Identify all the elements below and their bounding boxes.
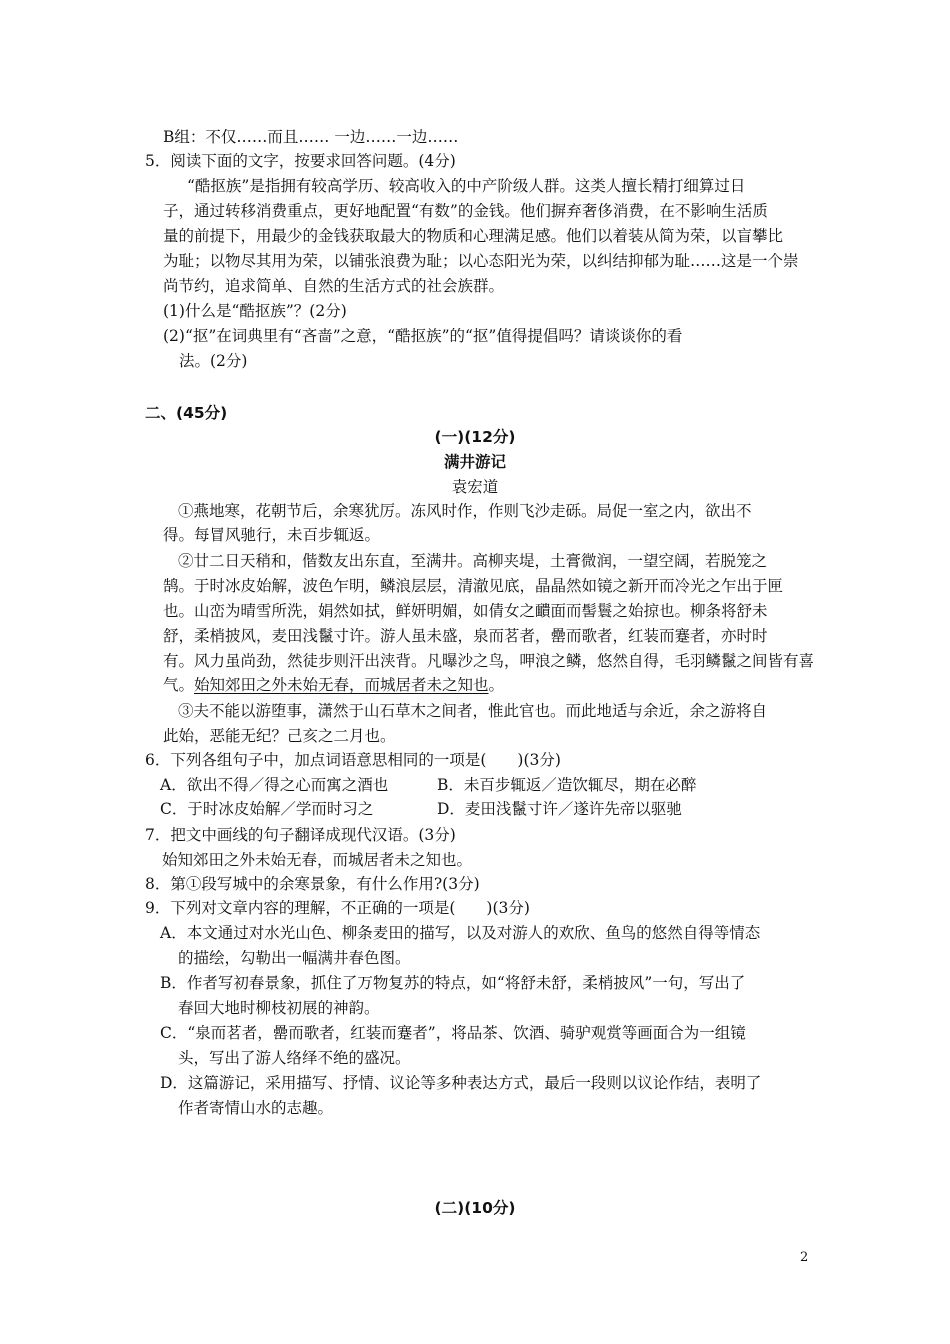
paragraph-line: 鹄。于时冰皮始解，波色乍明，鳞浪层层，清澈见底，晶晶然如镜之新开而冷光之乍出于匣 (163, 577, 784, 595)
q9-option-d: D．这篇游记，采用描写、抒情、议论等多种表达方式，最后一段则以议论作结，表明了 (160, 1074, 762, 1092)
paragraph-line: 此始，恶能无纪？己亥之二月也。 (163, 727, 396, 745)
q5-passage-line: “酷抠族”是指拥有较高学历、较高收入的中产阶级人群。这类人擅长精打细算过日 (187, 177, 746, 195)
q9-option-b: B．作者写初春景象，抓住了万物复苏的特点，如“将舒未舒，柔梢披风”一句，写出了 (160, 974, 746, 992)
part2-heading: (二)(10分) (434, 1199, 516, 1217)
q9-option-b-cont: 春回大地时柳枝初展的神韵。 (178, 999, 380, 1017)
paragraph-line-last (163, 674, 504, 696)
q5-passage-line: 为耻；以物尽其用为荣，以铺张浪费为耻；以心态阳光为荣，以纠结抑郁为耻……这是一个崇 (163, 252, 799, 270)
q5-passage-line: 量的前提下，用最少的金钱获取最大的物质和心理满足感。他们以着装从简为荣，以盲攀比 (163, 227, 784, 245)
q5-passage-line: 尚节约，追求简单、自然的生活方式的社会族群。 (163, 277, 505, 295)
paragraph-text: 气。 (163, 676, 195, 694)
q5-sub2: (2)“抠”在词典里有“吝啬”之意，“酷抠族”的“抠”值得提倡吗？请谈谈你的看 (163, 327, 683, 345)
q5-sub2-cont: 法。(2分) (179, 352, 248, 370)
paragraph-line: ②廿二日天稍和，偕数友出东直，至满井。高柳夹堤，土膏微润，一望空阔，若脱笼之 (178, 552, 768, 570)
paragraph-line: 有。风力虽尚劲，然徒步则汗出浃背。凡曝沙之鸟，呷浪之鳞，悠然自得，毛羽鳞鬣之间皆有喜 (163, 652, 815, 670)
q9-option-c-cont: 头，写出了游人络绎不绝的盛况。 (178, 1049, 411, 1067)
passage-title: 满井游记 (443, 453, 506, 471)
q6-option-d: D．麦田浅鬣寸许／遂许先帝以驱驰 (437, 800, 682, 818)
q5-sub1: (1)什么是“酷抠族”？(2分) (163, 302, 347, 320)
paragraph-line: ①燕地寒，花朝节后，余寒犹厉。冻风时作，作则飞沙走砾。局促一室之内，欲出不 (178, 502, 752, 520)
paragraph-line: 舒，柔梢披风，麦田浅鬣寸许。游人虽未盛，泉而茗者，罍而歌者，红装而蹇者，亦时时 (163, 627, 768, 645)
q8-stem: 8．第①段写城中的余寒景象，有什么作用?(3分) (145, 875, 480, 893)
q9-stem: 9．下列对文章内容的理解，不正确的一项是( )(3分) (145, 899, 530, 917)
paragraph-line: ③夫不能以游堕事，潇然于山石草木之间者，惟此官也。而此地适与余近，余之游将自 (178, 702, 768, 720)
page-number: 2 (800, 1250, 809, 1265)
q7-sentence: 始知郊田之外未始无春，而城居者未之知也。 (162, 851, 473, 869)
q6-option-b: B．未百步辄返／造饮辄尽，期在必醉 (437, 776, 697, 794)
q6-stem: 6．下列各组句子中，加点词语意思相同的一项是( )(3分) (145, 751, 561, 769)
q9-option-d-cont: 作者寄情山水的志趣。 (178, 1099, 334, 1117)
q5-stem: 5．阅读下面的文字，按要求回答问题。(4分) (145, 152, 456, 170)
q9-option-a-cont: 的描绘，勾勒出一幅满井春色图。 (178, 949, 411, 967)
q6-option-a: A．欲出不得／得之心而寓之酒也 (160, 776, 389, 794)
part1-heading: (一)(12分) (434, 428, 516, 446)
q9-option-c: C．“泉而茗者，罍而歌者，红装而蹇者”，将品茶、饮酒、骑驴观赏等画面合为一组镜 (160, 1024, 746, 1042)
section-heading: 二、(45分) (145, 404, 228, 422)
q9-option-a: A．本文通过对水光山色、柳条麦田的描写，以及对游人的欢欣、鱼鸟的悠然自得等情态 (160, 924, 761, 942)
q7-stem: 7．把文中画线的句子翻译成现代汉语。(3分) (145, 826, 456, 844)
paragraph-text: 。 (488, 676, 505, 694)
underlined-sentence: 始知郊田之外未始无春，而城居者未之知也 (194, 676, 489, 694)
b-group-line: B组：不仅……而且…… 一边……一边…… (163, 128, 459, 146)
q6-option-c: C．于时冰皮始解／学而时习之 (160, 800, 374, 818)
passage-author: 袁宏道 (451, 478, 499, 496)
q5-passage-line: 子，通过转移消费重点，更好地配置“有数”的金钱。他们摒弃奢侈消费，在不影响生活质 (163, 202, 768, 220)
paragraph-line: 也。山峦为晴雪所洗，娟然如拭，鲜妍明媚，如倩女之靧面而髻鬟之始掠也。柳条将舒未 (163, 602, 768, 620)
paragraph-line: 得。每冒风驰行，未百步辄返。 (163, 526, 381, 544)
